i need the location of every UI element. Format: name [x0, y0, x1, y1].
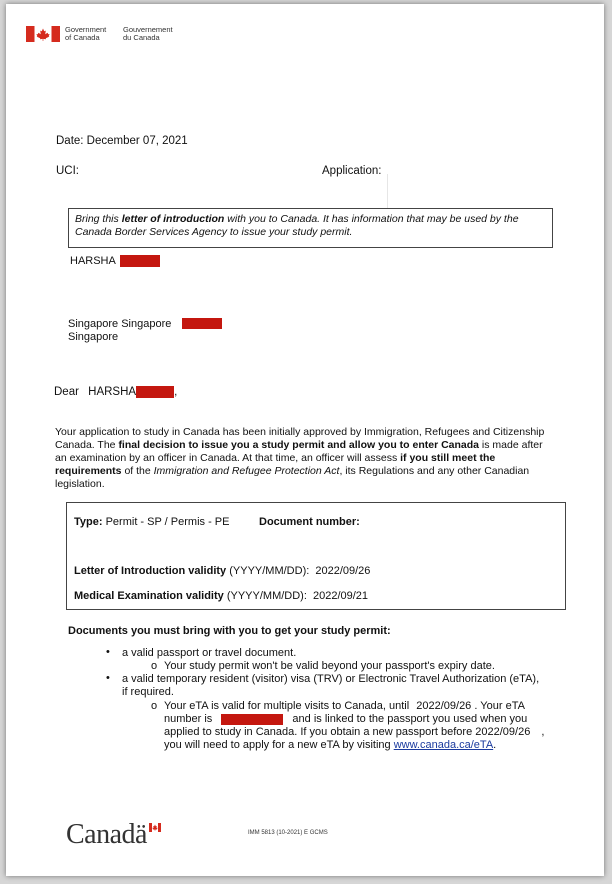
bullet-dot-icon: • — [106, 672, 110, 684]
med-label: Medical Examination validity — [74, 590, 224, 602]
intro-note-bold: letter of introduction — [121, 213, 225, 225]
wordmark-flag-icon — [149, 823, 161, 832]
loi-date: 2022/09/26 — [315, 565, 371, 577]
address-city-country: Singapore Singapore — [68, 318, 172, 330]
bullet-passport: a valid passport or travel document. — [122, 647, 297, 659]
para-text-2: is made after an examination by an officer in Canada. At that time, an officer will assess — [55, 439, 543, 464]
letter-date: Date: December 07, 2021 — [56, 135, 188, 147]
government-of-canada-en: Government of Canada — [65, 25, 107, 42]
type-label: Type: — [74, 516, 103, 528]
address-line-2: Singapore — [68, 331, 119, 343]
sub-passport: Your study permit won't be valid beyond your passport's expiry date. — [164, 660, 495, 672]
redaction-block — [182, 318, 222, 329]
redaction-block — [221, 714, 283, 725]
loi-format: (YYYY/MM/DD): — [229, 565, 310, 577]
para-text-3: of the — [121, 465, 154, 477]
eta-valid-until-date: 2022/09/26 — [416, 700, 472, 712]
loi-validity-row — [74, 565, 370, 578]
uci-label: UCI: — [56, 165, 79, 177]
salutation-comma: , — [174, 386, 178, 399]
divider — [387, 174, 388, 208]
eta-text-2b: and is linked to the passport you used when you — [292, 713, 528, 725]
med-format: (YYYY/MM/DD): — [226, 590, 307, 602]
recipient-line — [70, 255, 160, 268]
para-bold-1: final decision to issue you a study permit and allow you to enter Canada — [118, 439, 480, 451]
para-text-1: Your application to study in Canada has been initially approved by Immigration, Refugees and Citizenship Canada. The — [55, 426, 545, 451]
type-value: Permit - SP / Permis - PE — [105, 516, 230, 528]
application-label: Application: — [322, 165, 382, 177]
canada-flag-icon — [26, 26, 60, 42]
intro-note-pre: Bring this — [75, 213, 122, 225]
address-line-1 — [68, 318, 222, 331]
bullet-visa-line1: a valid temporary resident (visitor) visa (TRV) or Electronic Travel Authorization (eTA), — [122, 673, 540, 685]
redaction-block — [136, 386, 174, 398]
eta-text-1b: . Your eTA — [474, 700, 525, 712]
eta-line-1 — [164, 700, 525, 713]
sub-bullet-icon: o — [151, 660, 158, 672]
eta-link[interactable]: www.canada.ca/eTA — [393, 739, 494, 751]
med-date: 2022/09/21 — [312, 590, 369, 602]
eta-period: . — [493, 739, 497, 751]
documents-heading: Documents you must bring with you to get your study permit: — [68, 625, 391, 637]
medical-validity-row — [74, 590, 368, 603]
eta-comma: , — [541, 726, 545, 738]
letter-page — [6, 4, 604, 876]
para-bold-2: if you still meet the requirements — [55, 452, 496, 477]
eta-line-3 — [164, 726, 544, 739]
eta-text-4a: you will need to apply for a new eTA by visiting — [164, 739, 391, 751]
doc-number-label-text: Document number: — [259, 516, 360, 528]
eta-line-4 — [164, 739, 496, 752]
redaction-block — [120, 255, 160, 267]
intro-note-box — [68, 208, 553, 248]
salutation-dear: Dear — [54, 386, 79, 399]
salutation-name: HARSHA — [88, 386, 137, 399]
gouvernement-du-canada-fr: Gouvernement du Canada — [123, 25, 173, 42]
loi-label: Letter of Introduction validity — [74, 565, 227, 577]
eta-text-2a: number is — [164, 713, 213, 725]
eta-line-2 — [164, 713, 527, 726]
form-code: IMM 5813 (10-2021) E GCMS — [248, 830, 328, 836]
document-info-box — [66, 502, 566, 610]
eta-text-3: applied to study in Canada. If you obtain a new passport before 2022/09/26 — [164, 726, 531, 738]
canada-wordmark — [66, 819, 147, 851]
recipient-name: HARSHA — [70, 255, 116, 267]
approval-paragraph — [55, 426, 545, 491]
para-text-4: , its Regulations and any other Canadian legislation. — [55, 465, 530, 490]
intro-note-post: with you to Canada. It has information that may be used by the Canada Border Services Agency to issue your study permit. — [75, 213, 519, 238]
canada-wordmark-text: Canadä — [66, 819, 147, 850]
bullet-dot-icon: • — [106, 646, 110, 658]
sub-bullet-icon: o — [151, 700, 158, 712]
eta-text-1a: Your eTA is valid for multiple visits to Canada, until — [164, 700, 410, 712]
salutation — [54, 386, 177, 399]
para-italic-act: Immigration and Refugee Protection Act — [153, 465, 340, 477]
type-row — [74, 516, 229, 529]
doc-number-label — [259, 516, 360, 529]
bullet-visa-line2: if required. — [122, 686, 174, 698]
